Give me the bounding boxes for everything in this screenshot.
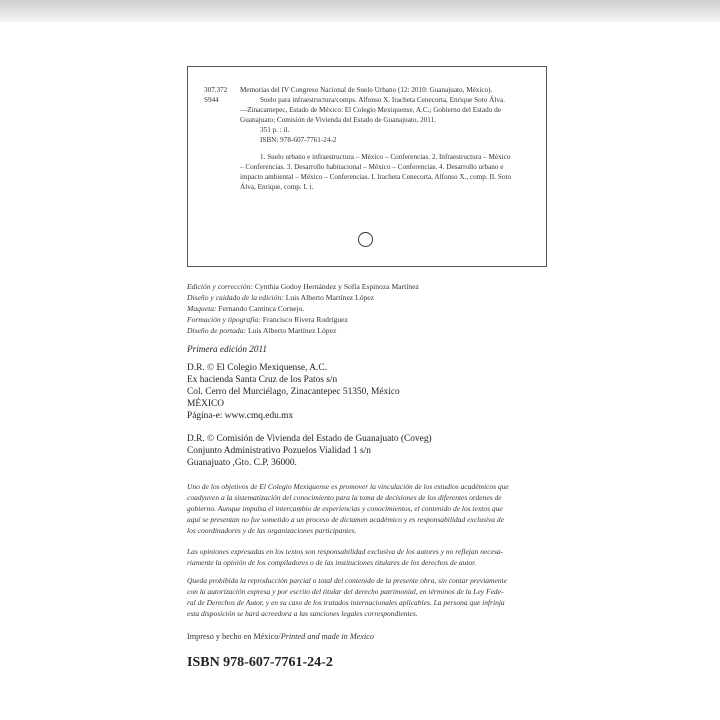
credit-name: Luis Alberto Martínez López: [283, 293, 375, 302]
disclaimer-line: aquí se presentan no fue sometido a un proceso de dictamen académico y es responsabilidad exclusiva de: [187, 515, 505, 524]
printed-in-line: [187, 632, 374, 641]
opinion-line: Las opiniones expresadas en los textos son responsabilidad exclusiva de los autores y no reflejan necesa-: [187, 547, 504, 556]
rights-line: esta disposición se hará acreedora a las sanciones legales correspondientes.: [187, 609, 418, 618]
credit-role: Edición y corrección:: [187, 282, 253, 291]
credit-role: Maqueta:: [187, 304, 217, 313]
cip-line: Suelo para infraestructura/comps. Alfonso X. Iracheta Cenecorta, Enrique Soto Álva.: [260, 96, 505, 104]
credit-name: Cynthia Godoy Hernández y Sofía Espinoza Martínez: [252, 282, 419, 291]
credit-role: Formación y tipografía:: [187, 315, 261, 324]
disclaimer-line: coadyuven a la sistematización del conocimiento para la toma de decisiones de los diferentes ordenes de: [187, 493, 502, 502]
credit-line: [187, 282, 419, 293]
isbn-label: ISBN 978-607-7761-24-2: [187, 655, 333, 670]
edition-label: Primera edición 2011: [187, 344, 267, 354]
printed-es: Impreso y hecho en México/: [187, 632, 281, 641]
cip-line: ISBN: 978-607-7761-24-2: [260, 136, 337, 144]
cip-class-number: 307.372: [204, 86, 228, 94]
credit-name: Francisco Rivera Rodríguez: [260, 315, 348, 324]
disclaimer-line: gobierno. Aunque impulsa el intercambio de experiencias y conocimientos, el contenido de los textos que: [187, 504, 503, 513]
opinion-line: riamente la opinión de los compiladores o de las instituciones titulares de los derechos de autor.: [187, 558, 477, 567]
publisher-website: Página-e: www.cmq.edu.mx: [187, 411, 294, 421]
credit-line: [187, 293, 374, 304]
circle-icon: [358, 232, 373, 247]
credit-line: [187, 326, 336, 337]
cip-subject-line: 1. Suelo urbano e infraestructura – México – Conferencias. 2. Infraestructura – México: [260, 153, 511, 161]
rights-line: Queda prohibida la reproducción parcial o total del contenido de la presente obra, sin contar previamente: [187, 576, 507, 585]
publisher-line: Conjunto Administrativo Pozuelos Vialidad 1 s/n: [187, 446, 371, 456]
cip-line: Memorias del IV Congreso Nacional de Suelo Urbano (12: 2010: Guanajuato, México).: [240, 86, 493, 94]
rights-line: con la autorización expresa y por escrito del titular del derecho patrimonial, en términos de la Ley Fede-: [187, 587, 504, 596]
credit-role: Diseño y cuidado de la edición:: [187, 293, 284, 302]
cip-line: 351 p. : il.: [260, 126, 290, 134]
publisher-line: Guanajuato ,Gto. C.P. 36000.: [187, 458, 297, 468]
disclaimer-line: los coordinadores y de las organizaciones participantes.: [187, 526, 357, 535]
cip-subject-line: impacto ambiental – México – Conferencias. I. Iracheta Cenecorta, Alfonso X., comp. II. Soto: [240, 173, 512, 181]
publisher-line: Ex hacienda Santa Cruz de los Patos s/n: [187, 375, 338, 385]
cip-line: —Zinacantepec, Estado de México: El Colegio Mexiquense, A.C.; Gobierno del Estado de: [240, 106, 501, 114]
credit-name: Fernando Cantinca Cornejo.: [216, 304, 305, 313]
credit-role: Diseño de portada:: [187, 326, 247, 335]
cip-subject-line: – Conferencias. 3. Desarrollo habitacional – México – Conferencias. 4. Desarrollo urbano e: [240, 163, 504, 171]
cip-cutter: S944: [204, 96, 219, 104]
publisher-line: D.R. © Comisión de Vivienda del Estado de Guanajuato (Coveg): [187, 434, 432, 444]
publisher-line: D.R. © El Colegio Mexiquense, A.C.: [187, 363, 327, 373]
printed-en: Printed and made in Mexico: [280, 632, 374, 641]
credit-line: [187, 304, 304, 315]
cip-line: Guanajuato; Comisión de Vivienda del Estado de Guanajuato, 2011.: [240, 116, 436, 124]
credit-name: Luis Alberto Martínez López: [246, 326, 337, 335]
credit-line: [187, 315, 348, 326]
disclaimer-line: Uno de los objetivos de El Colegio Mexiquense es promover la vinculación de los estudios académicos que: [187, 482, 509, 491]
cip-subject-line: Álva, Enrique, comp. I. t.: [240, 183, 314, 191]
top-gradient-bar: [0, 0, 720, 22]
rights-line: ral de Derechos de Autor, y en su caso de los tratados internacionales aplicables. La persona que infrinja: [187, 598, 505, 607]
publisher-line: Col. Cerro del Murciélago, Zinacantepec 51350, México: [187, 387, 400, 397]
publisher-line: MÉXICO: [187, 399, 224, 409]
